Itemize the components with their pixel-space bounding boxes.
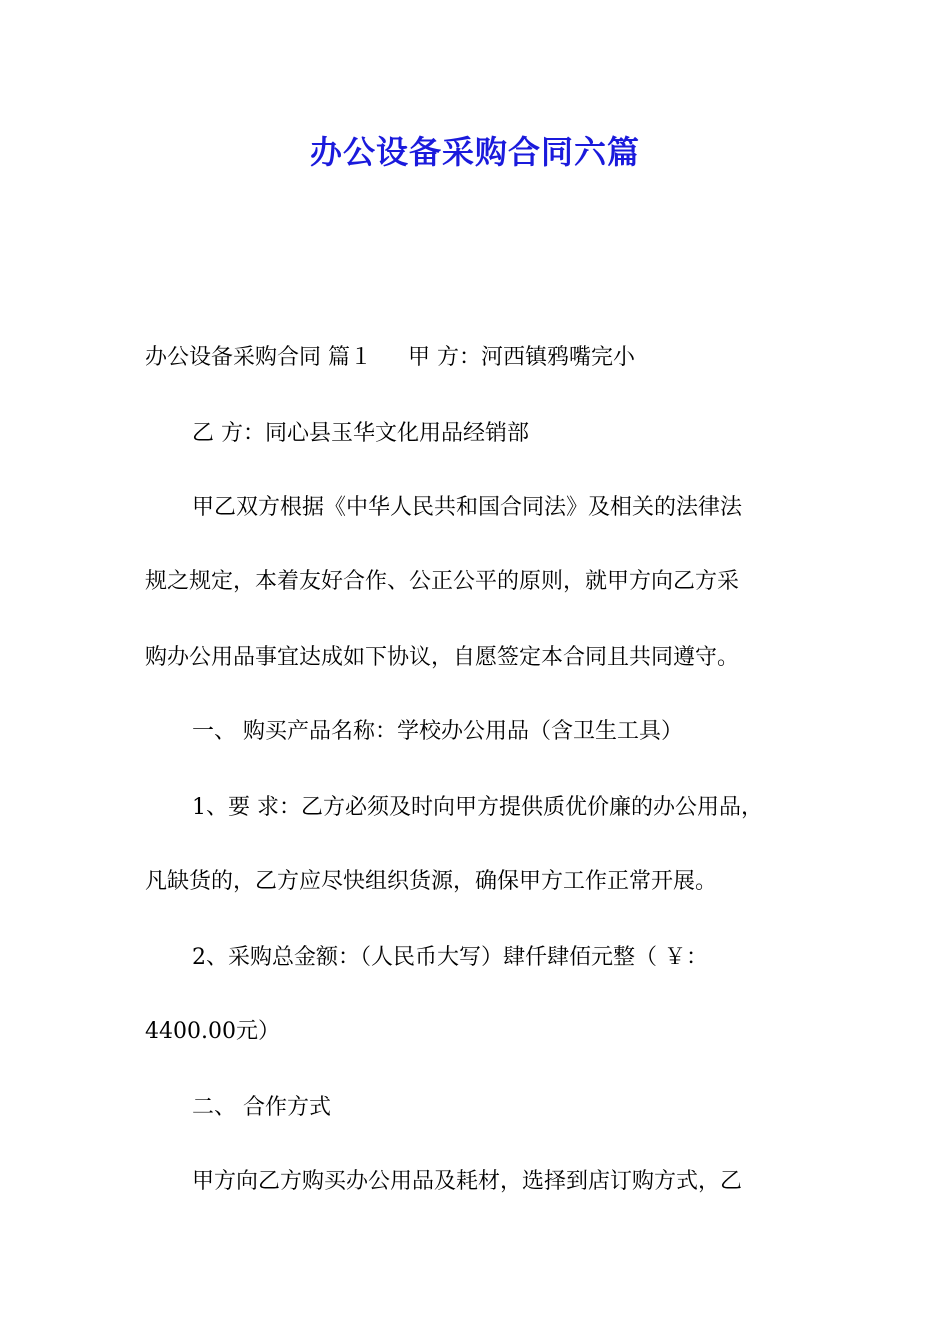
paragraph-line: 甲乙双方根据《中华人民共和国合同法》及相关的法律法 <box>192 495 743 520</box>
paragraph-line: 1、要 求：乙方必须及时向甲方提供质优价廉的办公用品， <box>192 795 763 820</box>
paragraph-line: 规之规定，本着友好合作、公正公平的原则，就甲方向乙方采 <box>145 569 740 594</box>
contract-section-label: 办公设备采购合同 篇１ <box>145 345 372 370</box>
party-a: 甲 方：河西镇鸦嘴完小 <box>408 345 635 370</box>
party-b: 乙 方：同心县玉华文化用品经销部 <box>192 421 529 446</box>
document-title: 办公设备采购合同六篇 <box>309 133 640 171</box>
section-heading: 二、 合作方式 <box>192 1095 331 1120</box>
paragraph-line: 甲方向乙方购买办公用品及耗材，选择到店订购方式，乙 <box>192 1169 743 1194</box>
paragraph-line: 4400.00元） <box>145 1019 280 1044</box>
section-heading: 一、 购买产品名称：学校办公用品（含卫生工具） <box>192 719 683 744</box>
paragraph-line: 购办公用品事宜达成如下协议，自愿签定本合同且共同遵守。 <box>145 645 740 670</box>
paragraph-line: 凡缺货的，乙方应尽快组织货源，确保甲方工作正常开展。 <box>145 869 718 894</box>
paragraph-line: 2、采购总金额：（人民币大写）肆仟肆佰元整（ ￥： <box>192 945 708 970</box>
contract-heading-line <box>145 342 635 374</box>
